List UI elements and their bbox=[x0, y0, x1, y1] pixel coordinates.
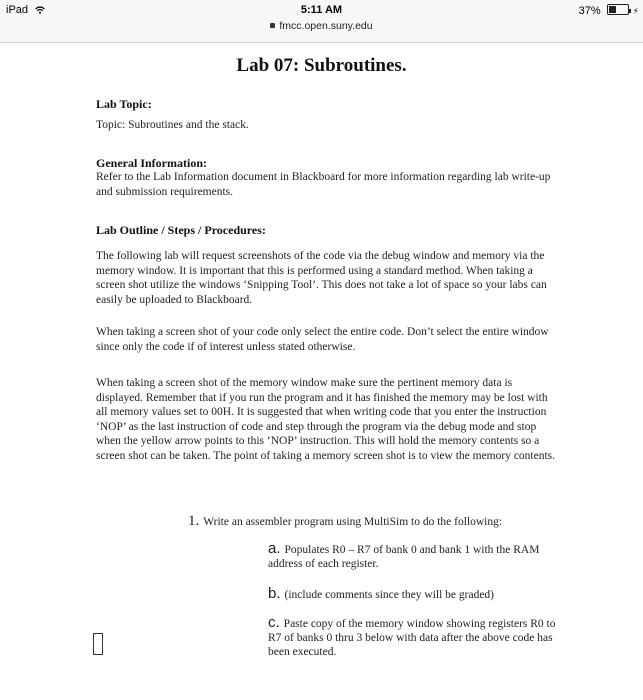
lab-topic-text: Topic: Subroutines and the stack. bbox=[96, 119, 249, 131]
outline-paragraph-3: When taking a screen shot of the memory window make sure the pertinent memory data is displayed. Remember that if you run the program and it has finished the memory may be lost with all memory values set to 00H. It is suggested that when writing code that you enter the instruction ‘NOP’ as the last instruction of code and step through the program via the debug mode and stop when the yellow arrow points to this ‘NOP’ instruction. This will hold the memory contents so a screen shot can be taken. The point of taking a memory screen shot is to view the memory contents. bbox=[96, 377, 556, 462]
page-title: Lab 07: Subroutines. bbox=[236, 55, 407, 76]
task-item-b-text: (include comments since they will be graded) bbox=[284, 589, 495, 601]
general-info-text: Refer to the Lab Information document in Blackboard for more information regarding lab write-up and submission requirements. bbox=[96, 171, 551, 198]
lab-topic-heading: Lab Topic: bbox=[96, 97, 152, 111]
task-item-c-marker: c. bbox=[268, 614, 280, 631]
address-bar[interactable] bbox=[0, 20, 643, 32]
text-cursor[interactable] bbox=[93, 633, 103, 655]
outline-paragraph-1: The following lab will request screenshots of the code via the debug window and memory via the memory window. It is important that this is performed using a standard method. When taking a screen shot utilize the windows ‘Snipping Tool’. This does not take a lot of space so your labs can easily be uploaded to Blackboard. bbox=[96, 250, 547, 306]
task-1-text: Write an assembler program using MultiSim to do the following: bbox=[203, 516, 503, 528]
url-text[interactable]: fmcc.open.suny.edu bbox=[279, 20, 373, 32]
battery-percent: 37% bbox=[578, 5, 601, 17]
task-1-number: 1. bbox=[188, 513, 200, 529]
outline-heading: Lab Outline / Steps / Procedures: bbox=[96, 223, 266, 237]
clock: 5:11 AM bbox=[300, 4, 343, 16]
task-item-a-marker: a. bbox=[268, 540, 281, 557]
battery-icon bbox=[607, 4, 629, 15]
task-item-a-text: Populates R0 – R7 of bank 0 and bank 1 with the RAM address of each register. bbox=[268, 544, 540, 570]
device-label: iPad bbox=[6, 4, 29, 16]
charging-icon: ⚡ bbox=[632, 6, 639, 16]
task-item-c-text: Paste copy of the memory window showing registers R0 to R7 of banks 0 thru 3 below with data after the above code has been executed. bbox=[268, 618, 556, 658]
task-1 bbox=[188, 513, 502, 530]
status-bar bbox=[0, 0, 643, 43]
battery-indicator bbox=[579, 4, 639, 17]
general-info-heading: General Information: bbox=[96, 156, 207, 170]
task-item-c bbox=[268, 616, 558, 659]
task-item-b-marker: b. bbox=[268, 585, 281, 602]
lock-icon bbox=[270, 23, 275, 28]
outline-paragraph-2: When taking a screen shot of your code only select the entire code. Don’t select the entire window since only the code if of interest unless stated otherwise. bbox=[96, 326, 549, 353]
document-page bbox=[0, 42, 643, 700]
task-item-b bbox=[268, 587, 558, 602]
task-item-a bbox=[268, 542, 558, 571]
